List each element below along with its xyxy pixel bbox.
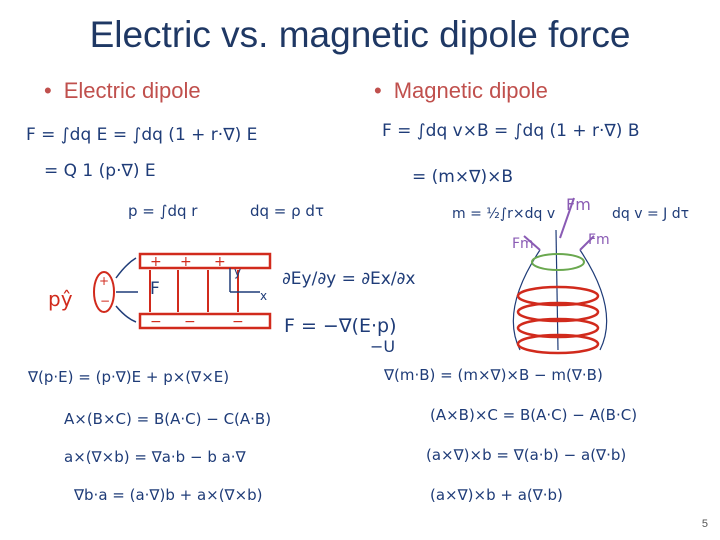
dipole-minus: −	[100, 294, 111, 308]
electric-identity-3: a×(∇×b) = ∇a·b − b a·∇	[64, 448, 246, 466]
plus-sign: +	[180, 254, 192, 270]
electric-eq-force-integral: F = ∫dq E = ∫dq (1 + r·∇) E	[26, 125, 258, 145]
electric-eq-charge-density: dq = ρ dτ	[250, 202, 324, 220]
electric-dipole-sketch	[48, 254, 270, 330]
electric-identity-4: ∇b·a = (a·∇)b + a×(∇×b)	[74, 486, 263, 504]
current-loop	[532, 254, 584, 270]
electric-eq-dipole-force: = Q 1 (p·∇) E	[44, 161, 156, 181]
electric-eq-energy: −U	[370, 337, 396, 356]
force-label: F	[150, 279, 160, 299]
magnetic-identity-4: (a×∇)×b + a(∇·b)	[430, 486, 563, 504]
x-axis-label: x	[260, 289, 268, 303]
minus-sign: −	[232, 314, 244, 330]
fm-label: Fm	[512, 236, 534, 252]
magnetic-identity-3: (a×∇)×b = ∇(a·b) − a(∇·b)	[426, 446, 627, 464]
minus-sign: −	[184, 314, 196, 330]
bullet-marker: •	[374, 78, 382, 103]
electric-eq-curl-free: ∂Ey/∂y = ∂Ex/∂x	[282, 269, 416, 289]
bullet-magnetic-label: Magnetic dipole	[393, 78, 548, 103]
field-arrow	[116, 258, 136, 278]
minus-sign: −	[150, 314, 162, 330]
magnetic-eq-force-integral: F = ∫dq v×B = ∫dq (1 + r·∇) B	[382, 121, 640, 141]
page-number: 5	[701, 518, 708, 530]
dipole-moment-label: pŷ	[48, 287, 73, 311]
magnetic-eq-dipole-moment: m = ½∫r×dq v	[452, 206, 556, 222]
electric-eq-dipole-moment: p = ∫dq r	[128, 202, 198, 220]
plus-sign: +	[150, 254, 162, 270]
bullet-electric-label: Electric dipole	[63, 78, 201, 103]
dipole-plus: +	[99, 274, 110, 288]
electric-identity-2: A×(B×C) = B(A·C) − C(A·B)	[64, 410, 272, 428]
bullet-marker: •	[44, 78, 52, 103]
magnetic-eq-current-density: dq v = J dτ	[612, 206, 690, 222]
electric-identity-1: ∇(p·E) = (p·∇)E + p×(∇×E)	[28, 368, 230, 386]
magnetic-eq-dipole-force: = (m×∇)×B	[412, 167, 513, 187]
fm-label: Fm	[588, 232, 610, 248]
y-axis-label: y	[234, 265, 242, 279]
slide-title: Electric vs. magnetic dipole force	[89, 14, 631, 55]
plus-sign: +	[214, 254, 226, 270]
electric-eq-gradient-force: F = −∇(E·p)	[284, 315, 397, 337]
field-line	[556, 230, 558, 350]
magnetic-identity-2: (A×B)×C = B(A·C) − A(B·C)	[430, 406, 638, 424]
fm-label: Fm	[566, 195, 591, 214]
magnetic-identity-1: ∇(m·B) = (m×∇)×B − m(∇·B)	[384, 366, 603, 384]
field-arrow	[116, 306, 136, 322]
